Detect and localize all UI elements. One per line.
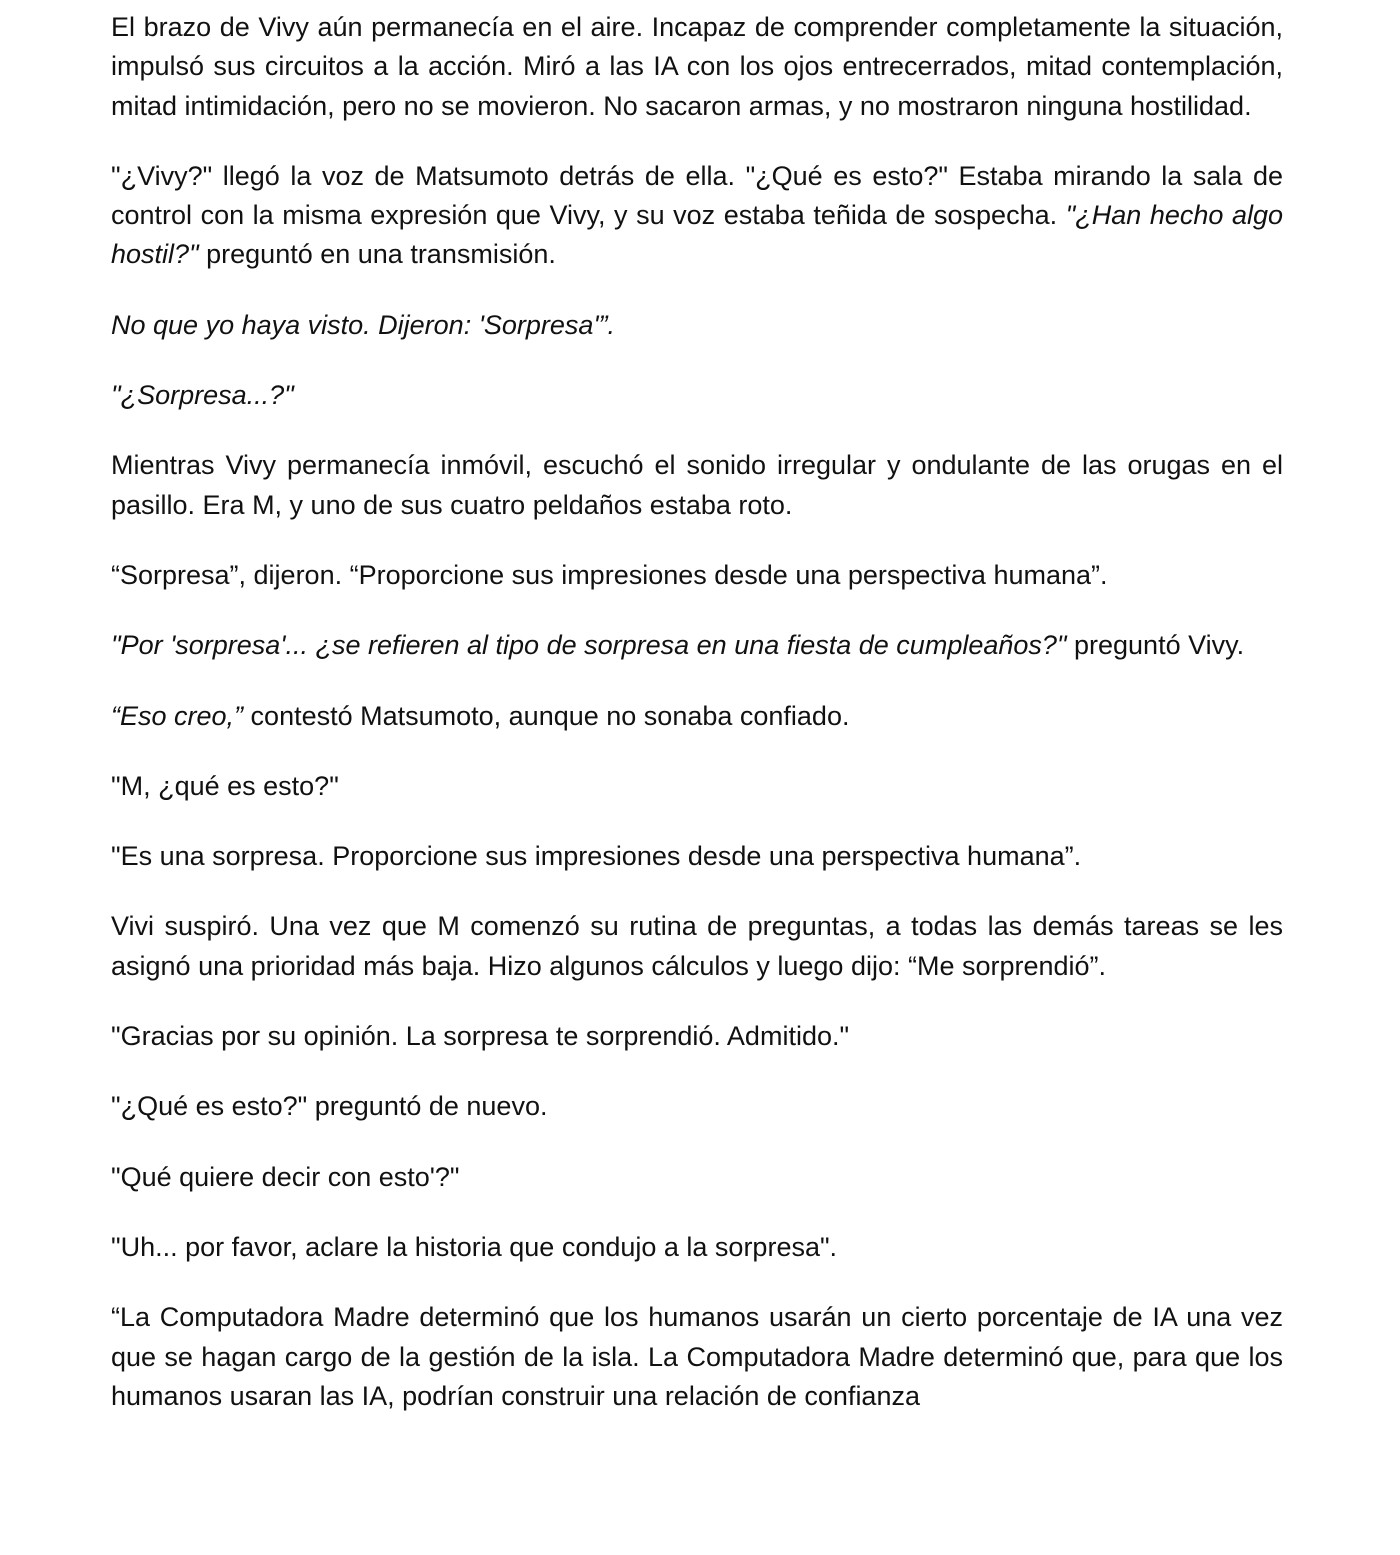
paragraph [111, 556, 1283, 595]
paragraph-text: contestó Matsumoto, aunque no sonaba confiado. [243, 700, 850, 731]
paragraph-italic-text: “Eso creo,” [111, 700, 244, 731]
paragraph-italic-text: No que yo haya visto. Dijeron: 'Sorpresa'”. [111, 309, 616, 340]
paragraph [111, 907, 1283, 986]
paragraph-text: preguntó Vivy. [1066, 630, 1245, 661]
paragraph-text: “Sorpresa”, dijeron. “Proporcione sus impresiones desde una perspectiva humana”. [111, 559, 1108, 590]
paragraph [111, 626, 1283, 665]
paragraph [111, 1017, 1283, 1056]
paragraph [111, 697, 1283, 736]
document-page [111, 8, 1283, 1447]
paragraph-italic-text: "Por 'sorpresa'... ¿se refieren al tipo de sorpresa en una fiesta de cumpleaños?" [111, 630, 1067, 661]
paragraph [111, 446, 1283, 525]
paragraph-text: preguntó en una transmisión. [198, 239, 556, 270]
paragraph-text: Vivi suspiró. Una vez que M comenzó su rutina de preguntas, a todas las demás tareas se les asignó una prioridad más baja. Hizo algunos cálculos y luego dijo: “Me sorprendió”. [111, 911, 1283, 981]
paragraph [111, 376, 1283, 415]
paragraph-text: "¿Qué es esto?" preguntó de nuevo. [111, 1091, 548, 1122]
paragraph-text: El brazo de Vivy aún permanecía en el aire. Incapaz de comprender completamente la situación, impulsó sus circuitos a la acción. Miró a las IA con los ojos entrecerrados, mitad contemplación, mitad intimidación, pero no se movieron. No sacaron armas, y no mostraron ninguna hostilidad. [111, 12, 1283, 121]
paragraph [111, 1298, 1283, 1416]
paragraph [111, 1158, 1283, 1197]
paragraph [111, 767, 1283, 806]
paragraph-italic-text: "¿Han hecho algo hostil?" [111, 200, 1283, 270]
paragraph-text: "Gracias por su opinión. La sorpresa te sorprendió. Admitido." [111, 1021, 850, 1052]
paragraph-text: Mientras Vivy permanecía inmóvil, escuchó el sonido irregular y ondulante de las orugas en el pasillo. Era M, y uno de sus cuatro peldaños estaba roto. [111, 450, 1283, 520]
paragraph-text: "Qué quiere decir con esto'?" [111, 1161, 460, 1192]
paragraph-italic-text: "¿Sorpresa...?" [111, 380, 294, 411]
paragraph-text: “La Computadora Madre determinó que los humanos usarán un cierto porcentaje de IA una vez que se hagan cargo de la gestión de la isla. La Computadora Madre determinó que, para que los humanos usaran las IA, podrían construir una relación de confianza [111, 1302, 1283, 1411]
paragraph [111, 8, 1283, 126]
paragraph [111, 837, 1283, 876]
paragraph-text: "Uh... por favor, aclare la historia que condujo a la sorpresa". [111, 1231, 838, 1262]
paragraph-text: "¿Vivy?" llegó la voz de Matsumoto detrás de ella. "¿Qué es esto?" Estaba mirando la sala de control con la misma expresión que Vivy, y su voz estaba teñida de sospecha. [111, 160, 1283, 231]
paragraph [111, 1228, 1283, 1267]
paragraph [111, 306, 1283, 345]
paragraph [111, 1087, 1283, 1126]
paragraph [111, 157, 1283, 275]
paragraph-text: "Es una sorpresa. Proporcione sus impresiones desde una perspectiva humana”. [111, 841, 1082, 872]
paragraph-text: "M, ¿qué es esto?" [111, 770, 339, 801]
